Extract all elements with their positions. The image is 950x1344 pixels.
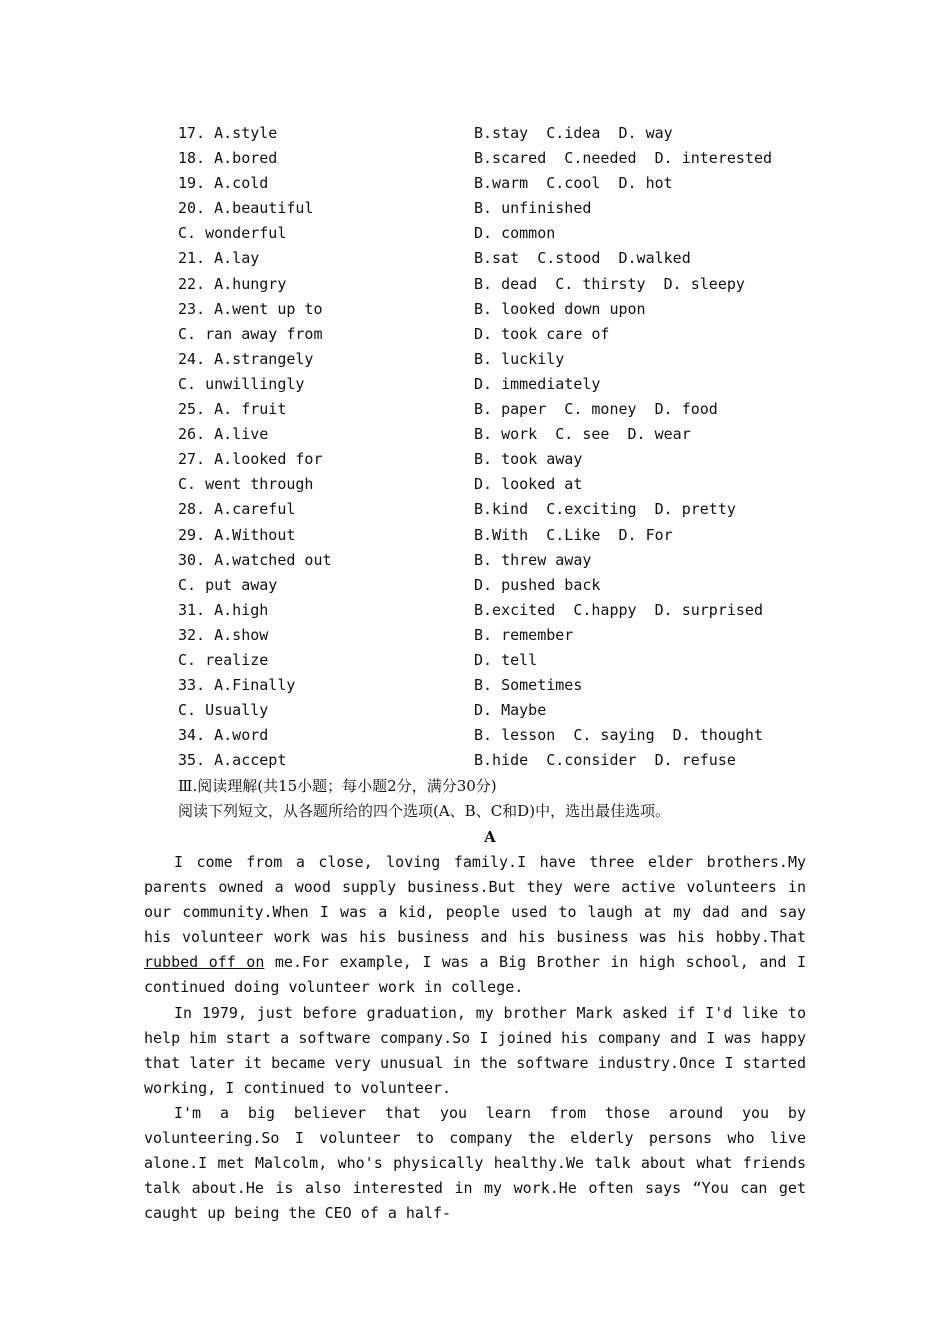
option-right: B.sat C.stood D.walked: [474, 249, 691, 268]
reading-passage: [144, 850, 806, 1226]
option-row: [0, 347, 950, 372]
option-right: D. immediately: [474, 374, 601, 393]
option-left: 19. A.cold: [178, 174, 269, 193]
option-left: 34. A.word: [178, 726, 269, 745]
option-row: [0, 246, 950, 271]
passage-letter: A: [484, 828, 496, 846]
option-row: [0, 748, 950, 773]
option-right: D. took care of: [474, 324, 610, 343]
option-right: D. looked at: [474, 475, 583, 494]
option-left: 35. A.accept: [178, 751, 287, 770]
option-right: B.kind C.exciting D. pretty: [474, 500, 736, 519]
option-right: D. Maybe: [474, 701, 547, 720]
option-right: B.scared C.needed D. interested: [474, 149, 773, 168]
option-row: [0, 322, 950, 347]
option-left: 26. A.live: [178, 425, 269, 444]
option-right: B. luckily: [474, 349, 565, 368]
option-row: [0, 121, 950, 146]
option-row: [0, 698, 950, 723]
option-right: B. threw away: [474, 550, 592, 569]
option-left: 17. A.style: [178, 124, 278, 142]
option-right: B. unfinished: [474, 199, 592, 218]
option-left: 22. A.hungry: [178, 274, 287, 293]
option-left: C. put away: [178, 575, 278, 594]
option-row: [0, 573, 950, 598]
option-row: [0, 472, 950, 497]
passage-paragraph-2: In 1979, just before graduation, my brother Mark asked if I'd like to help him start a software company.So I joined his company and I was happy that later it became very unusual in the software industry.Once I started working, I continued to volunteer.: [144, 1003, 806, 1097]
passage-paragraph-1: [144, 850, 806, 1001]
option-left: 28. A.careful: [178, 500, 296, 519]
option-left: 30. A.watched out: [178, 550, 332, 569]
option-right: D. pushed back: [474, 575, 601, 594]
option-row: [0, 648, 950, 673]
answer-options-list: [0, 121, 950, 773]
option-left: 20. A.beautiful: [178, 199, 314, 218]
option-right: B.excited C.happy D. surprised: [474, 600, 763, 619]
option-row: [0, 297, 950, 322]
option-right: D. common: [474, 224, 556, 243]
option-right: B.stay C.idea D. way: [474, 124, 673, 142]
option-row: [0, 372, 950, 397]
option-row: [0, 548, 950, 573]
option-left: C. unwillingly: [178, 374, 305, 393]
option-left: 25. A. fruit: [178, 400, 287, 419]
option-left: 27. A.looked for: [178, 450, 323, 469]
option-left: C. went through: [178, 475, 314, 494]
option-row: [0, 422, 950, 447]
option-row: [0, 146, 950, 171]
option-row: [0, 598, 950, 623]
option-row: [0, 497, 950, 522]
option-row: [0, 447, 950, 472]
option-right: D. tell: [474, 650, 538, 669]
option-right: B. Sometimes: [474, 676, 583, 695]
paragraph-1-start: I come from a close, loving family.I have three elder brothers.My parents owned a wood supply business.But they were active volunteers in our community.When I was a kid, people used to laugh at my dad and say his volunteer work was his business and his business was his hobby.That: [144, 853, 806, 947]
option-row: [0, 623, 950, 648]
option-right: B.With C.Like D. For: [474, 525, 673, 544]
option-right: B. work C. see D. wear: [474, 425, 691, 444]
option-right: B. looked down upon: [474, 299, 646, 318]
option-row: [0, 171, 950, 196]
passage-paragraph-3: I'm a big believer that you learn from those around you by volunteering.So I volunteer to company the elderly persons who live alone.I met Malcolm, who's physically healthy.We talk about what friends talk about.He is also interested in my work.He often says “You can get caught up being the CEO of a half-: [144, 1103, 806, 1223]
option-right: B. dead C. thirsty D. sleepy: [474, 274, 745, 293]
option-row: [0, 523, 950, 548]
option-right: B. lesson C. saying D. thought: [474, 726, 763, 745]
underlined-phrase: rubbed off on: [144, 953, 265, 972]
option-row: [0, 673, 950, 698]
option-right: B. took away: [474, 450, 583, 469]
option-left: C. wonderful: [178, 224, 287, 243]
paragraph-1-end: me.For example, I was a Big Brother in high school, and I continued doing volunteer work in college.: [144, 953, 806, 997]
option-left: 31. A.high: [178, 600, 269, 619]
option-left: C. realize: [178, 650, 269, 669]
option-left: C. Usually: [178, 701, 269, 720]
option-right: B. remember: [474, 625, 574, 644]
option-row: [0, 221, 950, 246]
option-row: [0, 196, 950, 221]
section-title: Ⅲ.阅读理解(共15小题；每小题2分，满分30分): [178, 777, 497, 795]
option-row: [0, 723, 950, 748]
option-left: 18. A.bored: [178, 149, 278, 168]
option-left: 33. A.Finally: [178, 676, 296, 695]
option-left: 32. A.show: [178, 625, 269, 644]
section-instructions: 阅读下列短文，从各题所给的四个选项(A、B、C和D)中，选出最佳选项。: [178, 802, 671, 820]
option-right: B.hide C.consider D. refuse: [474, 751, 736, 770]
option-left: 29. A.Without: [178, 525, 296, 544]
option-right: B. paper C. money D. food: [474, 400, 718, 419]
option-row: [0, 397, 950, 422]
option-left: 24. A.strangely: [178, 349, 314, 368]
option-left: C. ran away from: [178, 324, 323, 343]
option-left: 23. A.went up to: [178, 299, 323, 318]
option-row: [0, 272, 950, 297]
option-left: 21. A.lay: [178, 249, 260, 268]
option-right: B.warm C.cool D. hot: [474, 174, 673, 193]
